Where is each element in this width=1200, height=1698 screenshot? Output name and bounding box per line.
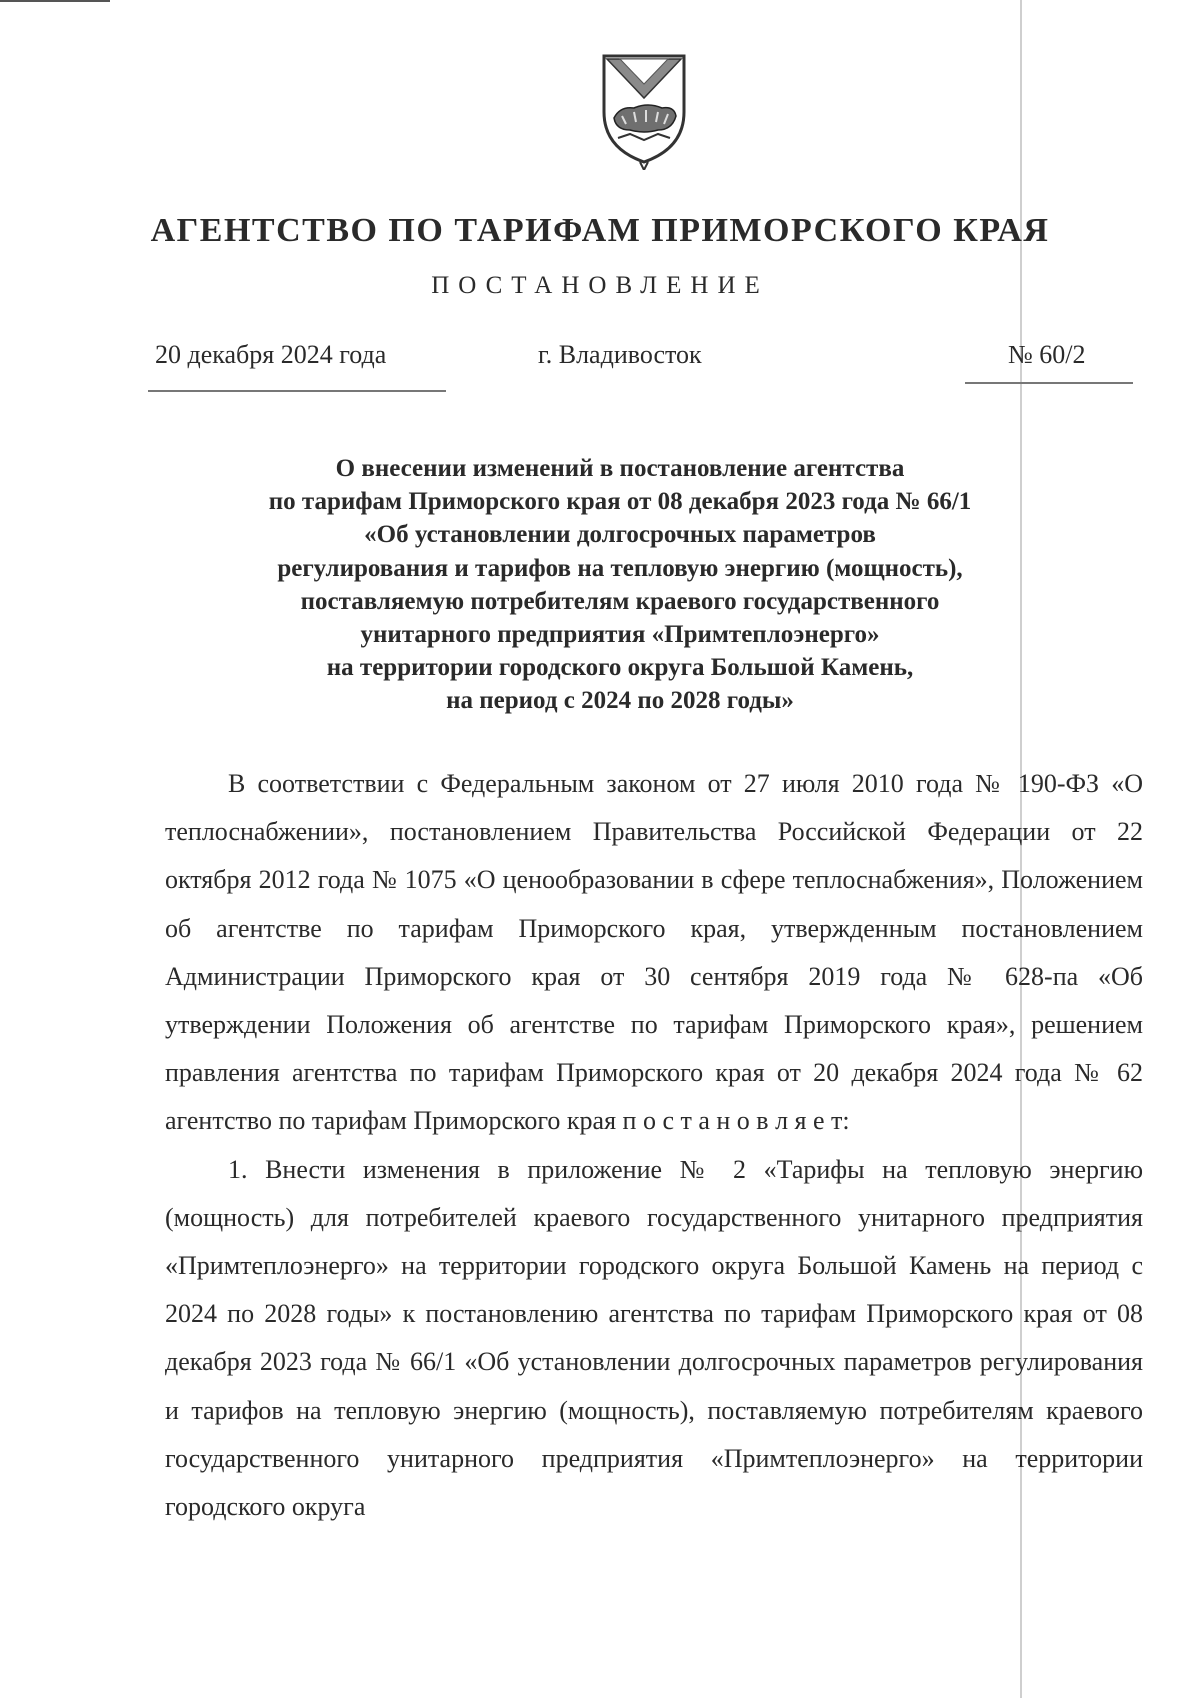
preamble-paragraph: В соответствии с Федеральным законом от 27 июля 2010 года № 190-ФЗ «О теплоснабжении», постановлением Правительства Российской Федерации от 22 октября 2012 года № 1075 «О ценообразовании в сфере теплоснабжения», Положением об агентстве по тарифам Приморского края, утвержденным постановлением Администрации Приморского края от 30 сентября 2019 года № 628-па «Об утверждении Положения об агентстве по тарифам Приморского края», решением правления агентства по тарифам Приморского края от 20 декабря 2024 года № 62 агентство по тарифам Приморского края п о с т а н о в л я е т:: [165, 769, 1143, 1136]
coat-of-arms-emblem: [600, 50, 688, 170]
agency-name: АГЕНТСТВО ПО ТАРИФАМ ПРИМОРСКОГО КРАЯ: [150, 212, 1050, 249]
date-underline: [148, 390, 446, 392]
title-line: на территории городского округа Большой Камень,: [326, 654, 914, 682]
document-date: 20 декабря 2024 года: [155, 340, 387, 369]
title-line: регулирования и тарифов на тепловую энергию (мощность),: [277, 554, 963, 582]
document-city: г. Владивосток: [538, 340, 702, 369]
scan-corner-mark: [0, 0, 110, 2]
title-line: унитарного предприятия «Примтеплоэнерго»: [360, 621, 880, 649]
document-body: [165, 760, 1143, 1531]
number-underline: [965, 382, 1133, 384]
document-type: ПОСТАНОВЛЕНИЕ: [431, 272, 769, 299]
title-line: «Об установлении долгосрочных параметров: [364, 521, 876, 549]
title-line: на период с 2024 по 2028 годы»: [446, 687, 794, 715]
clause-1-paragraph: 1. Внести изменения в приложение № 2 «Тарифы на тепловую энергию (мощность) для потребителей краевого государственного унитарного предприятия «Примтеплоэнерго» на территории городского округа Большой Камень на период с 2024 по 2028 годы» к постановлению агентства по тарифам Приморского края от 08 декабря 2023 года № 66/1 «Об установлении долгосрочных параметров регулирования и тарифов на тепловую энергию (мощность), поставляемую потребителям краевого государственного унитарного предприятия «Примтеплоэнерго» на территории городского округа: [165, 1154, 1143, 1522]
title-line: поставляемую потребителям краевого государственного: [300, 587, 940, 615]
title-line: по тарифам Приморского края от 08 декабря 2023 года № 66/1: [268, 488, 972, 516]
document-number: № 60/2: [1008, 340, 1086, 369]
title-line: О внесении изменений в постановление агентства: [335, 455, 905, 482]
document-title: [180, 452, 1060, 718]
